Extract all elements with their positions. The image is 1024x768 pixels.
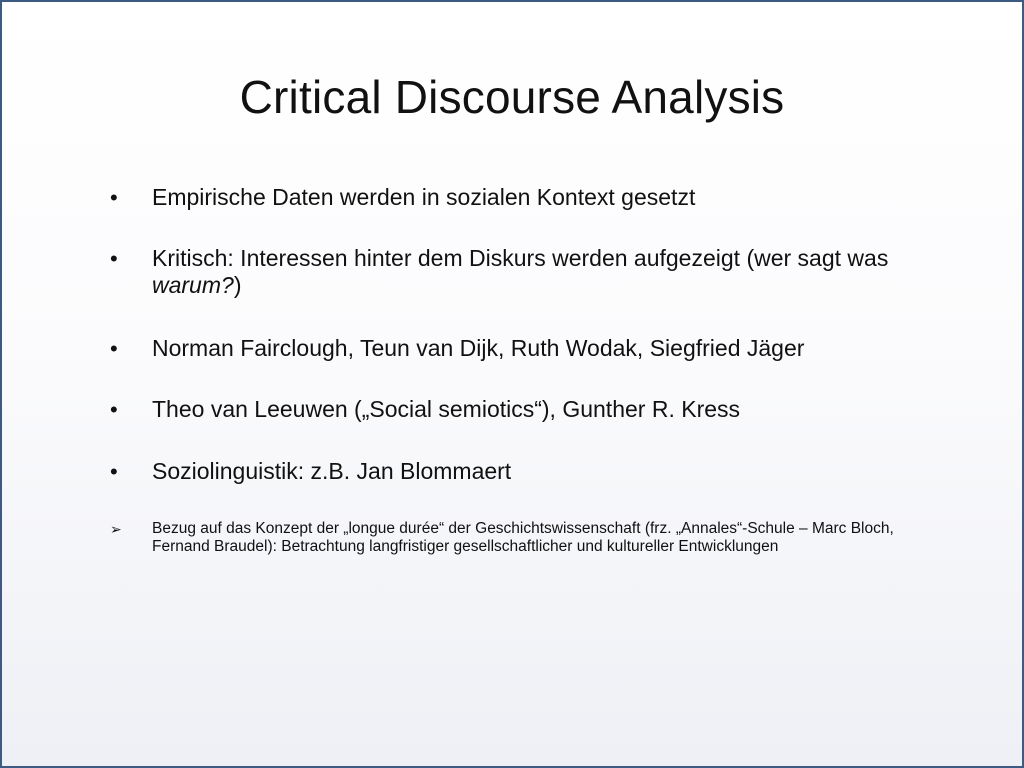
slide-title: Critical Discourse Analysis xyxy=(239,71,785,123)
bullet-text: Empirische Daten werden in sozialen Kontext gesetzt xyxy=(152,184,696,210)
bullet-text: Bezug auf das Konzept der „longue durée“ der Geschichtswissenschaft (frz. „Annales“-Schule – Marc Bloch, Fernand Braudel): Betrachtung langfristiger gesellschaftlicher und kultureller Entwicklungen xyxy=(152,520,894,555)
bullet-dot-icon: • xyxy=(110,185,118,210)
bullet-text: Norman Fairclough, Teun van Dijk, Ruth Wodak, Siegfried Jäger xyxy=(152,335,805,361)
arrow-bullet-icon: ➢ xyxy=(110,521,122,537)
bullet-dot-icon: • xyxy=(110,336,118,361)
bullet-text-end: ) xyxy=(233,272,242,298)
bullet-text: Theo van Leeuwen („Social semiotics“), Gunther R. Kress xyxy=(152,396,741,422)
bullet-text xyxy=(152,245,942,299)
bullet-dot-icon: • xyxy=(110,459,118,484)
bullet-text-italic: warum? xyxy=(152,272,234,298)
bullet-dot-icon: • xyxy=(110,397,118,422)
bullet-text-start: Kritisch: Interessen hinter dem Diskurs werden aufgezeigt (wer sagt was xyxy=(152,245,889,271)
bullet-dot-icon: • xyxy=(110,246,118,271)
bullet-text: Soziolinguistik: z.B. Jan Blommaert xyxy=(152,458,512,484)
bullet-list xyxy=(2,2,1022,762)
